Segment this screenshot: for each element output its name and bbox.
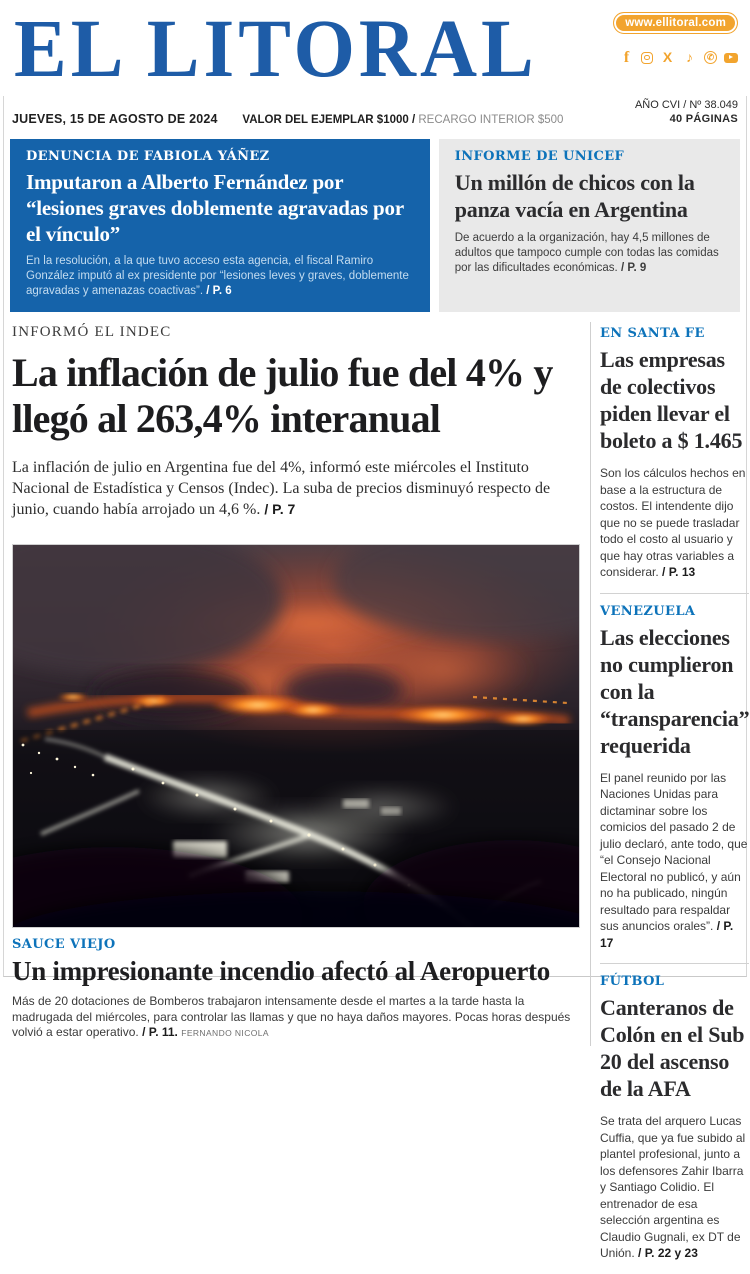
story-summary: En la resolución, a la que tuvo acceso esta agencia, el fiscal Ramiro González imputó al ex presidente por “lesiones leves y graves, doblemente agravadas y amenazas coactivas”. / P. 6 [26,255,409,297]
sidebar-headline: Canteranos de Colón en el Sub 20 del ascenso de la AFA [600,995,745,1101]
sidebar-kicker: FÚTBOL [600,974,665,989]
page-body [3,96,750,1260]
sidebar-summary: El panel reunido por las Naciones Unidas para dictaminar sobre los comicios del pasado 2 de julio declaró, ante todo, que “el Consejo Nacional Electoral no publicó, y aún no ha publicado, ningún resultado para respaldar sus anuncios orales”. / P. 17 [600,770,748,950]
sidebar-item-santa-fe [600,322,749,593]
main-grid [10,322,750,1260]
facebook-icon[interactable]: f [623,49,630,66]
price-line [242,114,563,126]
whatsapp-icon[interactable]: ✆ [704,51,717,64]
top-stories-row [10,139,740,312]
photo-story-summary: Más de 20 dotaciones de Bomberos trabajaron intensamente desde el martes a la tarde hasta la madrugada del miércoles, para controlar las llamas y que no haya daños mayores. Pocas horas después volvió a estar operativo. / P. 11. FERNANDO NICOLA [12,994,571,1039]
lead-story-column [10,322,591,1046]
story-kicker: DENUNCIA DE FABIOLA YÁÑEZ [26,149,270,164]
page-count: 40 PÁGINAS [669,113,738,125]
sidebar-headline: Las elecciones no cumplieron con la “transparencia” requerida [600,624,750,758]
meta-row [10,96,740,126]
photo-story [12,937,580,1042]
page-ref: / P. 17 [600,919,734,950]
story-box-unicef [439,139,740,312]
page-ref: / P. 7 [264,501,296,517]
newspaper-logo: EL LITORAL [14,4,538,95]
photo-story-kicker: SAUCE VIEJO [12,937,116,952]
photo-credit: FERNANDO NICOLA [181,1028,269,1038]
lead-headline: La inflación de julio fue del 4% y llegó al 263,4% interanual [12,350,553,441]
story-headline: Un millón de chicos con la panza vacía en Argentina [454,170,695,222]
page-ref: / P. 11. [142,1025,178,1039]
story-kicker: INFORME DE UNICEF [454,149,625,164]
masthead-right [606,4,738,65]
sidebar-summary: Son los cálculos hechos en base a la estructura de costos. El intendente dijo que no se puede trasladar todo el costo al usuario y que hay otras variables a considerar. / P. 13 [600,466,746,579]
tiktok-icon[interactable]: ♪ [686,49,693,65]
price-secondary: RECARGO INTERIOR $500 [415,114,564,126]
sidebar [591,322,750,1260]
lead-photo [12,544,580,928]
lead-summary: La inflación de julio en Argentina fue del 4%, informó este miércoles el Instituto Nacional de Estadística y Censos (Indec). La suba de precios disminuyó respecto de junio, cuando había arrojado un 4,6 %. / P. 7 [12,459,551,518]
sidebar-summary: Se trata del arquero Lucas Cuffia, que ya fue subido al plantel profesional, junto a los defensores Zahir Ibarra y Santiago Colidio. El entrenador de esa selección argentina es Claudio Gugnali, ex DT de Unión. / P. 22 y 23 [600,1114,746,1260]
masthead [0,0,750,95]
issue-date: JUEVES, 15 DE AGOSTO DE 2024 [12,112,218,126]
page-ref: / P. 22 y 23 [638,1246,698,1260]
photo-story-headline: Un impresionante incendio afectó al Aeropuerto [12,956,550,986]
sidebar-item-venezuela [600,593,749,964]
story-headline: Imputaron a Alberto Fernández por “lesiones graves doblemente agravadas por el vínculo” [26,170,404,246]
story-box-denuncia [10,139,430,312]
lead-kicker: INFORMÓ EL INDEC [12,324,172,340]
youtube-icon[interactable] [724,53,738,63]
page-ref: / P. 13 [662,565,696,579]
sidebar-headline: Las empresas de colectivos piden llevar el boleto a $ 1.465 [600,347,743,453]
story-summary: De acuerdo a la organización, hay 4,5 millones de adultos que tampoco cumple con todas las comidas por las dificultades económicas. / P. 9 [454,232,719,274]
sidebar-kicker: VENEZUELA [600,603,696,619]
page-ref: / P. 9 [620,262,647,274]
edition-number: AÑO CVI / Nº 38.049 [634,99,738,111]
website-link[interactable]: www.ellitoral.com [613,12,738,34]
sidebar-kicker: EN SANTA FE [600,326,705,341]
sidebar-item-futbol [600,963,749,1274]
price-main: VALOR DEL EJEMPLAR $1000 / [242,114,416,126]
x-icon[interactable]: X [662,49,673,65]
social-icons-row [619,50,738,65]
page-ref: / P. 6 [206,285,232,297]
instagram-icon[interactable] [641,52,653,64]
wildfire-photo-illustration [13,545,579,927]
edition-info [563,98,738,126]
